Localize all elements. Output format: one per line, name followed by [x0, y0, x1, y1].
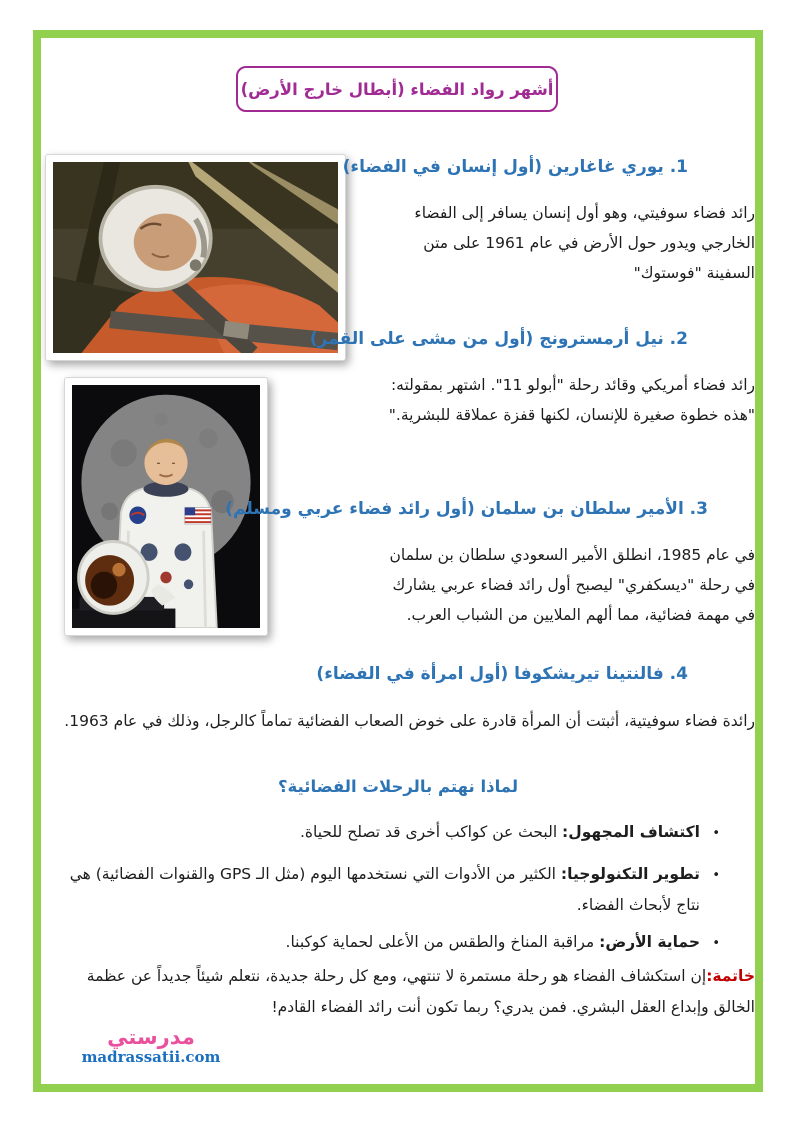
logo-arabic-wordmark: مدرستي	[107, 1025, 195, 1049]
madrassatii-logo	[66, 1026, 236, 1066]
section-4-heading: 4. فالنتينا تيريشكوفا (أول امرأة في الفضاء)	[316, 664, 688, 684]
section-2-body: رائد فضاء أمريكي وقائد رحلة "أبولو 11". اشتهر بمقولته: "هذه خطوة صغيرة للإنسان، لكنها قفزة عملاقة للبشرية."	[388, 376, 755, 424]
bullet-text: الكثير من الأدوات التي نستخدمها اليوم (مثل الـ GPS والقنوات الفضائية) هي نتاج لأبحاث الفضاء.	[69, 865, 700, 914]
bullet-lead: تطوير التكنولوجيا:	[560, 865, 700, 883]
section-3-body: في عام 1985، انطلق الأمير السعودي سلطان بن سلمان في رحلة "ديسكفري" ليصبح أول رائد فضاء عربي يشارك في مهمة فضائية، مما ألهم الملايين من الشباب العرب.	[389, 546, 755, 624]
section-4-body: رائدة فضاء سوفيتية، أثبتت أن المرأة قادرة على خوض الصعاب الفضائية تماماً كالرجل، وذلك في عام 1963.	[64, 712, 755, 730]
title-box	[236, 66, 558, 112]
bullet-dot-icon: •	[712, 826, 720, 841]
gagarin-photo	[45, 154, 346, 361]
bullet-dot-icon: •	[712, 936, 720, 951]
conclusion-body: إن استكشاف الفضاء هو رحلة مستمرة لا تنتهي، ومع كل رحلة جديدة، نتعلم شيئاً جديداً عن عظمة الخالق وإبداع العقل البشري. فمن يدري؟ ربما تكون أنت رائد الفضاء القادم!	[86, 967, 755, 1016]
bullet-text: البحث عن كواكب أخرى قد تصلح للحياة.	[299, 823, 563, 841]
logo-domain-text: madrassatii.com	[81, 1048, 221, 1067]
bullet-item-technology	[60, 859, 722, 921]
bullet-lead: اكتشاف المجهول:	[562, 823, 700, 841]
bullet-text: مراقبة المناخ والطقس من الأعلى لحماية كوكبنا.	[285, 933, 600, 951]
bullet-dot-icon: •	[712, 868, 720, 883]
section-1-heading: 1. يوري غاغارين (أول إنسان في الفضاء)	[342, 157, 688, 177]
section-1-body: رائد فضاء سوفيتي، وهو أول إنسان يسافر إلى الفضاء الخارجي ويدور حول الأرض في عام 1961 على متن السفينة "فوستوك"	[414, 204, 755, 282]
conclusion-lead: خاتمة:	[706, 967, 755, 985]
section-2-heading: 2. نيل أرمسترونج (أول من مشى على القمر)	[309, 329, 688, 349]
conclusion-paragraph	[61, 961, 755, 1023]
page-title: أشهر رواد الفضاء (أبطال خارج الأرض)	[240, 79, 554, 99]
section-3-heading: 3. الأمير سلطان بن سلمان (أول رائد فضاء عربي ومسلم)	[225, 499, 708, 519]
bullet-item-earth-protection	[60, 927, 722, 958]
why-section-heading: لماذا نهتم بالرحلات الفضائية؟	[277, 777, 519, 796]
bullet-lead: حماية الأرض:	[599, 933, 700, 951]
gagarin-photo-illustration	[53, 162, 338, 353]
bullet-item-discovery	[60, 817, 722, 848]
